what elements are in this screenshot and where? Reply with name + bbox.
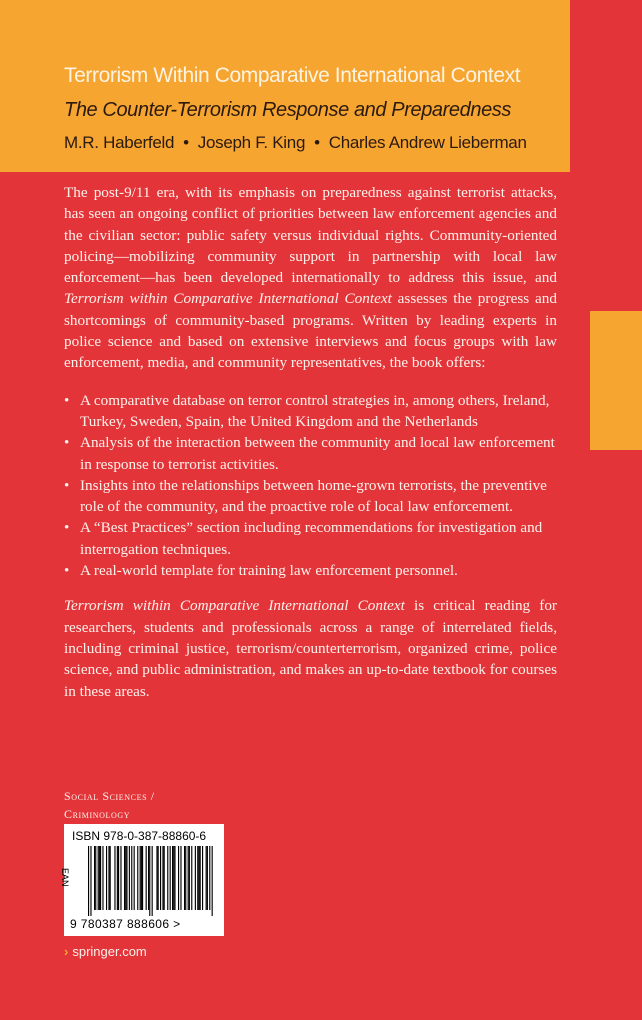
author-name: Charles Andrew Lieberman [328, 133, 527, 152]
barcode-bar [118, 846, 119, 910]
author-name: M.R. Haberfeld [64, 133, 175, 152]
barcode-bar [117, 846, 118, 910]
book-description [64, 182, 557, 702]
barcode-bar [184, 846, 185, 910]
bullet-icon: • [64, 391, 70, 409]
barcode-bar [188, 846, 189, 910]
chevron-right-icon: › [64, 944, 69, 959]
bullet-icon: • [64, 476, 70, 494]
barcode-bar [198, 846, 199, 910]
category-line: Criminology [64, 807, 131, 821]
barcode-bar [129, 846, 130, 910]
barcode-bar [137, 846, 138, 910]
barcode-bar [185, 846, 186, 910]
barcode-bar [152, 846, 153, 916]
barcode-bar [134, 846, 135, 910]
barcode-bar [200, 846, 201, 910]
barcode-bar [158, 846, 159, 910]
book-title: Terrorism Within Comparative International Context [64, 64, 521, 87]
author-separator: • [314, 133, 320, 152]
bullet-icon: • [64, 519, 70, 537]
barcode-bar [98, 846, 99, 910]
barcode-bar [126, 846, 127, 910]
barcode-bar [124, 846, 125, 910]
barcode-bar [189, 846, 190, 910]
author-name: Joseph F. King [197, 133, 306, 152]
barcode-bar [162, 846, 163, 910]
barcode-bar [142, 846, 143, 910]
list-item: • A “Best Practices” section including recommendations for investigation and interrogation techniques. [64, 519, 543, 558]
barcode-bar [178, 846, 179, 910]
barcode-bar [95, 846, 96, 910]
barcode-bar [191, 846, 192, 910]
barcode-digits: 9 780387 888606 > [70, 917, 181, 931]
ean-label: EAN [60, 868, 70, 887]
barcode-bar [149, 846, 150, 916]
barcode-bar [212, 846, 213, 916]
intro-paragraph: The post-9/11 era, with its emphasis on preparedness against terrorist attacks, has seen an ongoing conflict of priorities between law enforcement agencies and the civilian sector: public safety versus individual rights. Community-oriented policing—mobilizing community support in partnership with local law enforcement—has been developed internationally to address this issue, and Terrorism within Comparative International Context assesses the progress and shortcomings of community-based programs. Written by leading experts in police science and based on extensive interviews and focus groups with law enforcement, media, and community representatives, the book offers: [64, 184, 557, 372]
barcode-bar [195, 846, 196, 910]
side-color-tab [590, 311, 642, 450]
barcode-bar [207, 846, 208, 910]
isbn-barcode [60, 824, 224, 936]
barcode-bar [202, 846, 203, 910]
barcode-bar [94, 846, 95, 910]
barcode-bar [164, 846, 165, 910]
barcode-bar [156, 846, 157, 910]
author-list [64, 133, 527, 153]
isbn-number: ISBN 978-0-387-88860-6 [72, 829, 207, 843]
barcode-bar [108, 846, 109, 910]
barcode-bar [170, 846, 171, 910]
subject-category [64, 787, 155, 823]
publisher-link[interactable] [64, 944, 147, 959]
list-item: • Insights into the relationships between home-grown terrorists, the preventive role of the community, and the proactive role of local law enforcement. [64, 476, 547, 516]
feature-list [64, 390, 557, 582]
barcode-bar [173, 846, 174, 910]
barcode-bar [141, 846, 142, 910]
barcode-bar [106, 846, 107, 910]
barcode-bar [174, 846, 175, 910]
category-line: Social Sciences / [64, 789, 155, 803]
list-item: • A comparative database on terror control strategies in, among others, Ireland, Turkey, Sweden, Spain, the United Kingdom and the Netherlands [64, 391, 550, 430]
barcode-bar [172, 846, 173, 910]
closing-paragraph: Terrorism within Comparative International Context is critical reading for researchers, students and professionals across a range of interrelated fields, including criminal justice, terrorism/counterterrorism, organized crime, police science, and public administration, and makes an up-to-date textbook for courses in these areas. [64, 597, 557, 700]
barcode-bar [180, 846, 181, 910]
barcode-bar [114, 846, 115, 910]
bullet-icon: • [64, 562, 70, 580]
book-subtitle: The Counter-Terrorism Response and Preparedness [64, 99, 512, 121]
barcode-bar [88, 846, 89, 916]
author-separator: • [183, 133, 189, 152]
book-title-italic: Terrorism within Comparative International Context [64, 597, 405, 615]
barcode-bar [140, 846, 141, 910]
barcode-bar [100, 846, 101, 910]
barcode-bar [125, 846, 126, 910]
barcode-bar [120, 846, 121, 910]
publisher-url: springer.com [72, 944, 147, 959]
barcode-bar [99, 846, 100, 910]
list-item: • A real-world template for training law enforcement personnel. [64, 560, 557, 581]
barcode-bars [88, 846, 214, 916]
barcode-bar [110, 846, 111, 910]
barcode-bar [197, 846, 198, 910]
book-title-italic: Terrorism within Comparative International Context [64, 290, 392, 308]
title-banner [0, 0, 570, 172]
barcode-bar [146, 846, 147, 910]
barcode-bar [206, 846, 207, 910]
barcode-bar [167, 846, 168, 910]
barcode-bar [209, 846, 210, 910]
bullet-icon: • [64, 434, 70, 452]
barcode-bar [131, 846, 132, 910]
list-item: • Analysis of the interaction between the community and local law enforcement in response to terrorist activities. [64, 434, 555, 473]
barcode-bar [90, 846, 91, 916]
barcode-bar [148, 846, 149, 910]
barcode-bar [160, 846, 161, 910]
barcode-bar [102, 846, 103, 910]
